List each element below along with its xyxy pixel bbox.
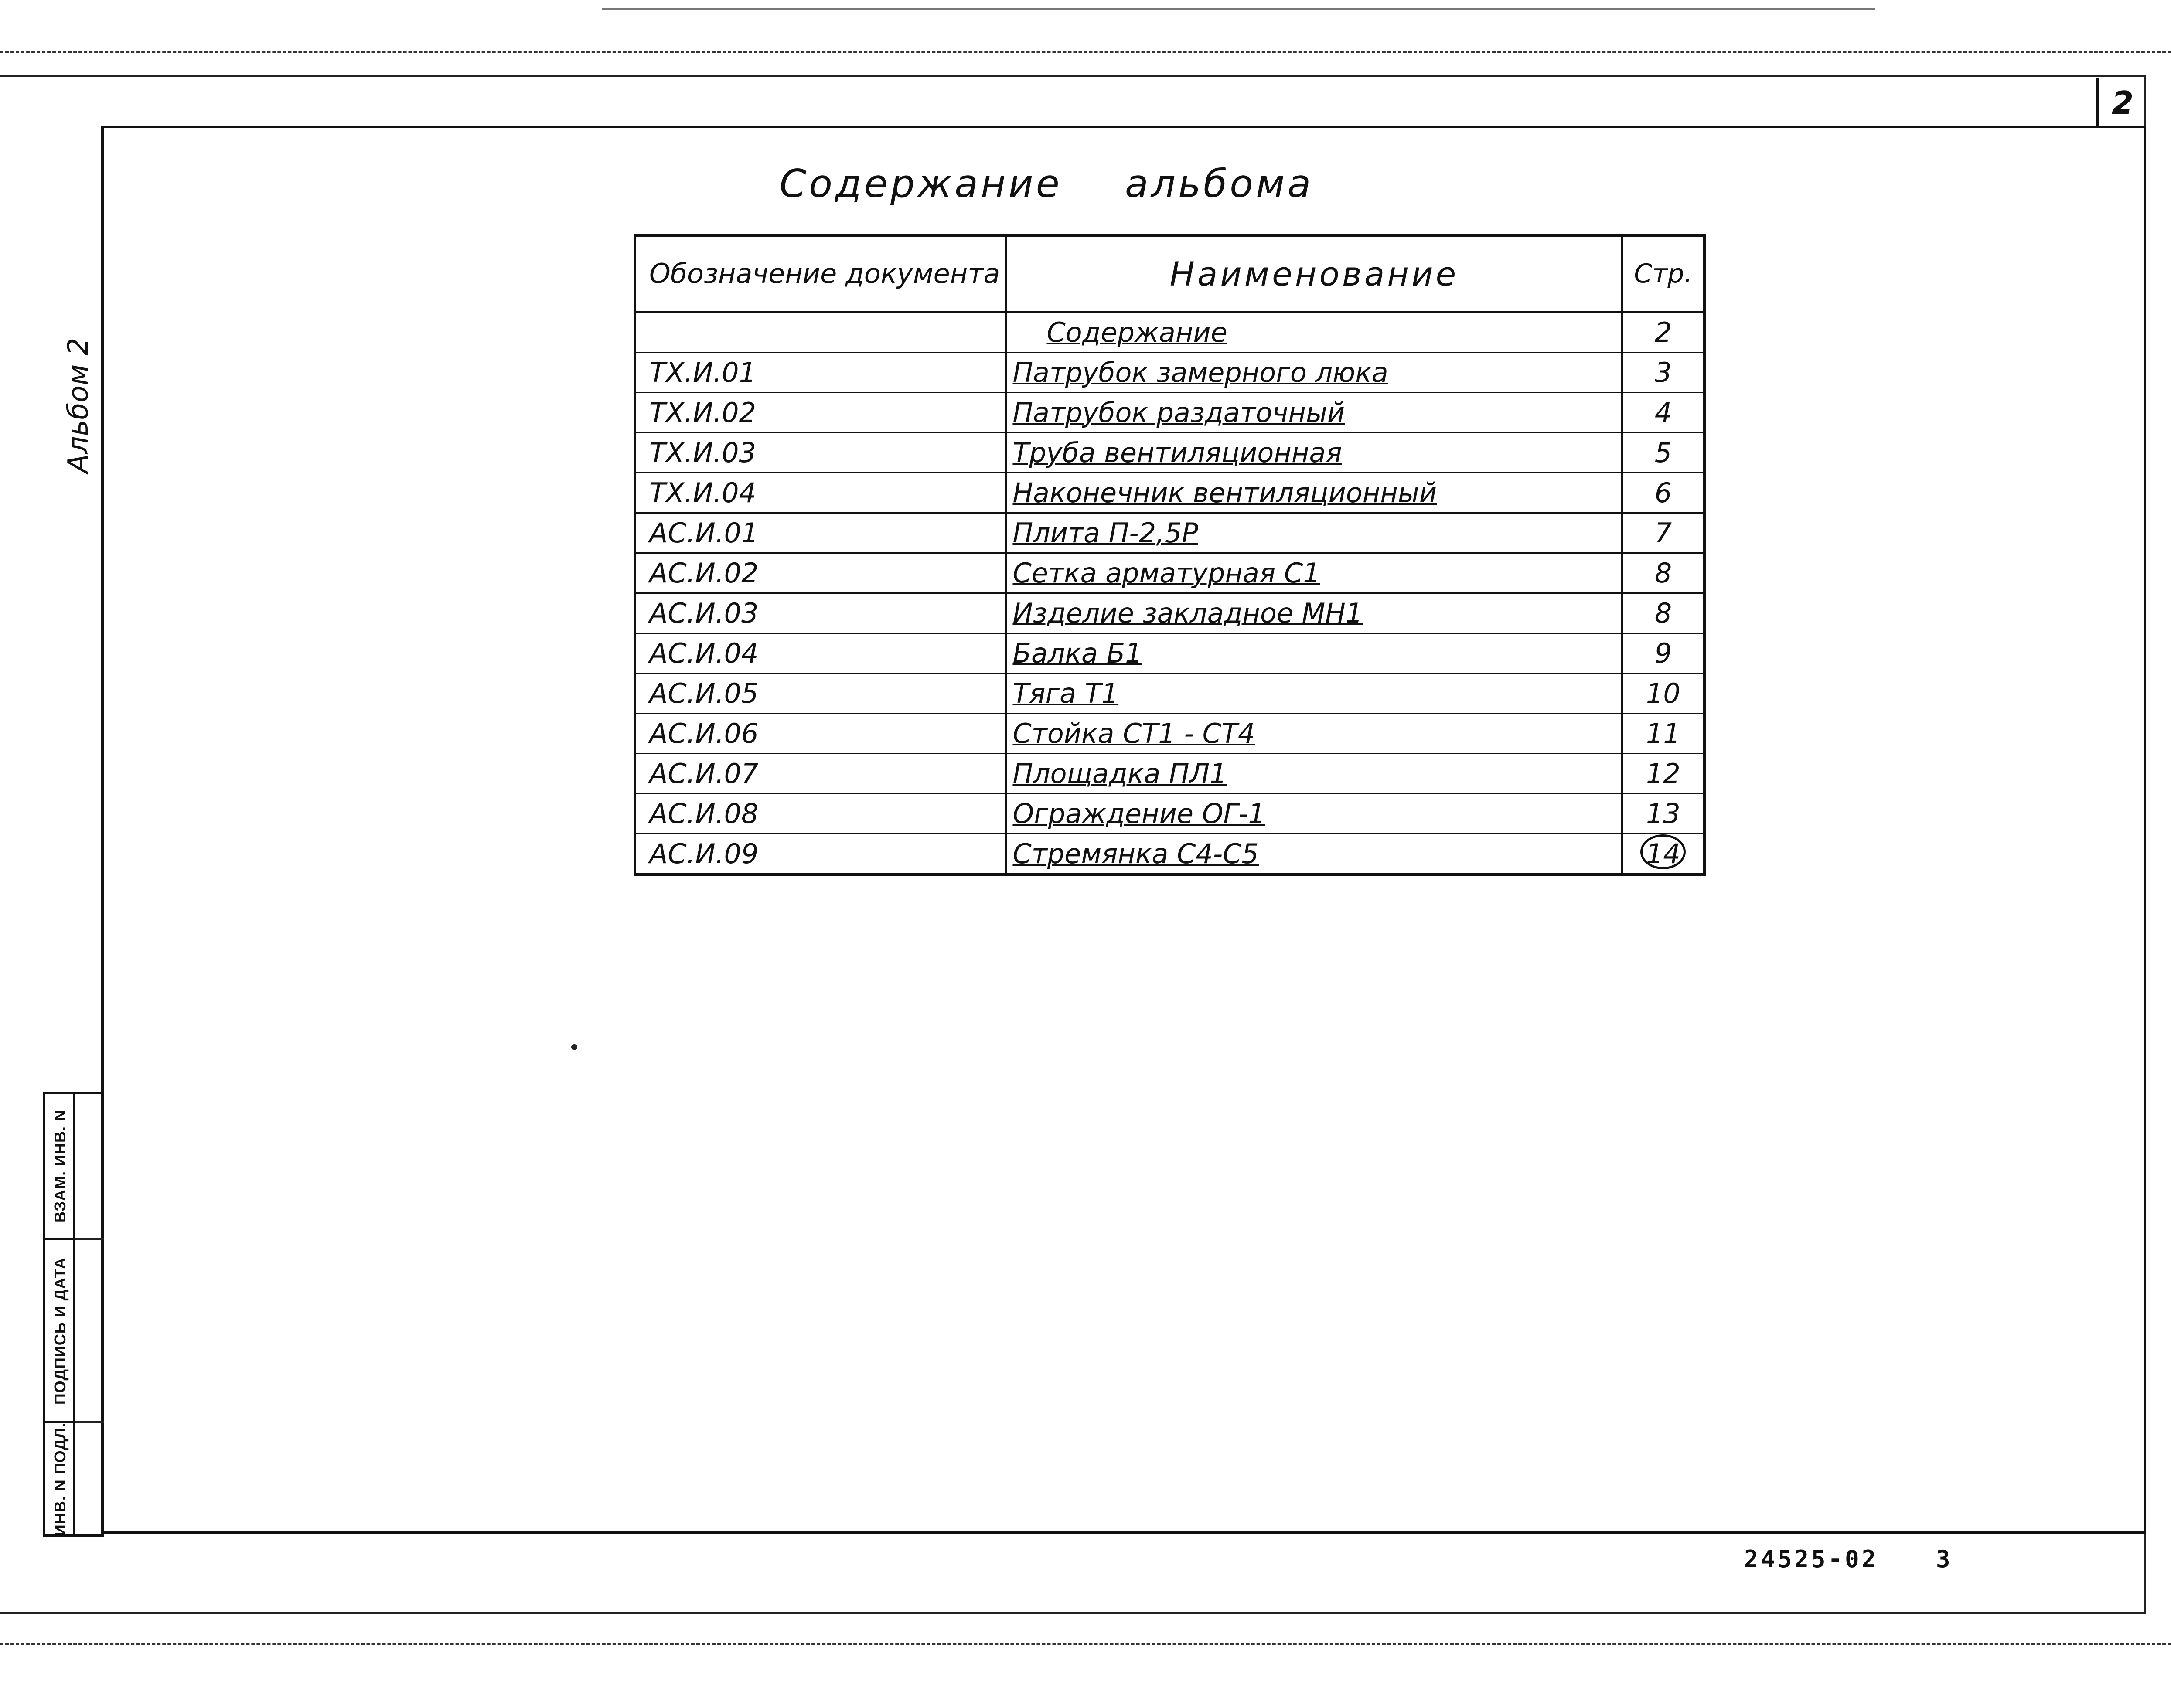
- name-text: Труба вентиляционная: [1012, 437, 1342, 469]
- name-text: Сетка арматурная С1: [1012, 557, 1320, 589]
- name-cell: [1006, 794, 1622, 834]
- bottom-cut-line: [0, 1643, 2171, 1645]
- page-cell: 10: [1622, 674, 1705, 714]
- page-number: 3: [1936, 1545, 1950, 1573]
- album-side-label: [62, 331, 95, 480]
- table-row: [635, 433, 1704, 473]
- designation-cell: АС.И.08: [635, 794, 1006, 834]
- table-row: [635, 473, 1704, 513]
- designation-cell: ТХ.И.04: [635, 473, 1006, 513]
- table-row: [635, 633, 1704, 674]
- designation-cell: АС.И.05: [635, 674, 1006, 714]
- page-cell: 2: [1622, 312, 1705, 353]
- page-cell: 6: [1622, 473, 1705, 513]
- page-cell: 8: [1622, 553, 1705, 593]
- table-row: [635, 393, 1704, 433]
- page-cell: [1622, 834, 1705, 875]
- designation-cell: АС.И.01: [635, 513, 1006, 553]
- circled-page-number: 14: [1640, 834, 1686, 869]
- page-cell: 5: [1622, 433, 1705, 473]
- designation-cell: ТХ.И.03: [635, 433, 1006, 473]
- table-row: [635, 714, 1704, 754]
- name-text: Патрубок замерного люка: [1012, 357, 1388, 388]
- name-cell: [1006, 513, 1622, 553]
- name-text: Содержание: [1046, 316, 1227, 348]
- name-cell: [1006, 312, 1622, 353]
- page-cell: 13: [1622, 794, 1705, 834]
- name-cell: [1006, 754, 1622, 794]
- name-cell: [1006, 473, 1622, 513]
- page-title: Содержание альбома: [779, 161, 1314, 206]
- name-cell: [1006, 393, 1622, 433]
- table-row: [635, 513, 1704, 553]
- table-row: [635, 754, 1704, 794]
- name-cell: [1006, 674, 1622, 714]
- table-row: [635, 553, 1704, 593]
- designation-cell: АС.И.09: [635, 834, 1006, 875]
- stamp-label-inv-orig: ИНВ. N ПОДЛ.: [51, 1422, 69, 1536]
- name-text: Площадка ПЛ1: [1012, 758, 1227, 789]
- designation-cell: АС.И.06: [635, 714, 1006, 754]
- name-cell: [1006, 834, 1622, 875]
- page-cell: 9: [1622, 633, 1705, 674]
- header-designation: Обозначение документа: [635, 235, 1006, 312]
- designation-cell: АС.И.03: [635, 593, 1006, 633]
- name-cell: [1006, 633, 1622, 674]
- table-row: [635, 794, 1704, 834]
- name-text: Плита П-2,5Р: [1012, 517, 1198, 549]
- designation-cell: ТХ.И.01: [635, 353, 1006, 393]
- page-cell: 11: [1622, 714, 1705, 754]
- table-header-row: [635, 235, 1704, 312]
- table-row: [635, 674, 1704, 714]
- stamp-divider: [75, 1421, 104, 1423]
- stray-mark: [571, 1044, 577, 1050]
- bottom-border-line: [0, 1612, 2146, 1614]
- page-cell: 8: [1622, 593, 1705, 633]
- header-name: Наименование: [1006, 235, 1622, 312]
- header-page: Стр.: [1622, 235, 1705, 312]
- designation-cell: АС.И.04: [635, 633, 1006, 674]
- contents-table: [634, 234, 1706, 876]
- name-cell: [1006, 353, 1622, 393]
- name-cell: [1006, 714, 1622, 754]
- designation-cell: [635, 312, 1006, 353]
- designation-cell: АС.И.02: [635, 553, 1006, 593]
- name-text: Стремянка С4-С5: [1012, 838, 1259, 870]
- name-text: Стойка СТ1 - СТ4: [1012, 718, 1255, 749]
- name-text: Патрубок раздаточный: [1012, 397, 1345, 429]
- stamp-cell-signature-date: [45, 1238, 75, 1421]
- page-cell: 4: [1622, 393, 1705, 433]
- page-cell: 12: [1622, 754, 1705, 794]
- top-scan-mark: [602, 8, 1875, 10]
- name-text: Изделие закладное МН1: [1012, 597, 1363, 629]
- approval-stamp: [43, 1092, 104, 1537]
- table-row: [635, 593, 1704, 633]
- top-cut-line: [0, 51, 2171, 53]
- name-cell: [1006, 433, 1622, 473]
- name-text: Наконечник вентиляционный: [1012, 477, 1437, 509]
- designation-cell: ТХ.И.02: [635, 393, 1006, 433]
- name-cell: [1006, 553, 1622, 593]
- table-row: [635, 312, 1704, 353]
- sheet-number: 2: [2096, 78, 2146, 128]
- album-label-text: Альбом 2: [62, 337, 95, 473]
- name-text: Тяга Т1: [1012, 677, 1119, 709]
- table-row: [635, 834, 1704, 875]
- top-border-line: [0, 75, 2146, 77]
- document-code: 24525-02: [1744, 1545, 1879, 1573]
- page-cell: 7: [1622, 513, 1705, 553]
- page-cell: 3: [1622, 353, 1705, 393]
- stamp-divider: [75, 1238, 104, 1240]
- stamp-label-signature-date: ПОДПИСЬ И ДАТА: [51, 1257, 69, 1405]
- stamp-cell-replaces-inv: [45, 1094, 75, 1238]
- stamp-cell-inv-orig: [45, 1421, 75, 1534]
- name-cell: [1006, 593, 1622, 633]
- stamp-label-replaces-inv: ВЗАМ. ИНВ. N: [51, 1109, 69, 1223]
- name-text: Балка Б1: [1012, 637, 1142, 669]
- designation-cell: АС.И.07: [635, 754, 1006, 794]
- name-text: Ограждение ОГ-1: [1012, 798, 1265, 830]
- table-row: [635, 353, 1704, 393]
